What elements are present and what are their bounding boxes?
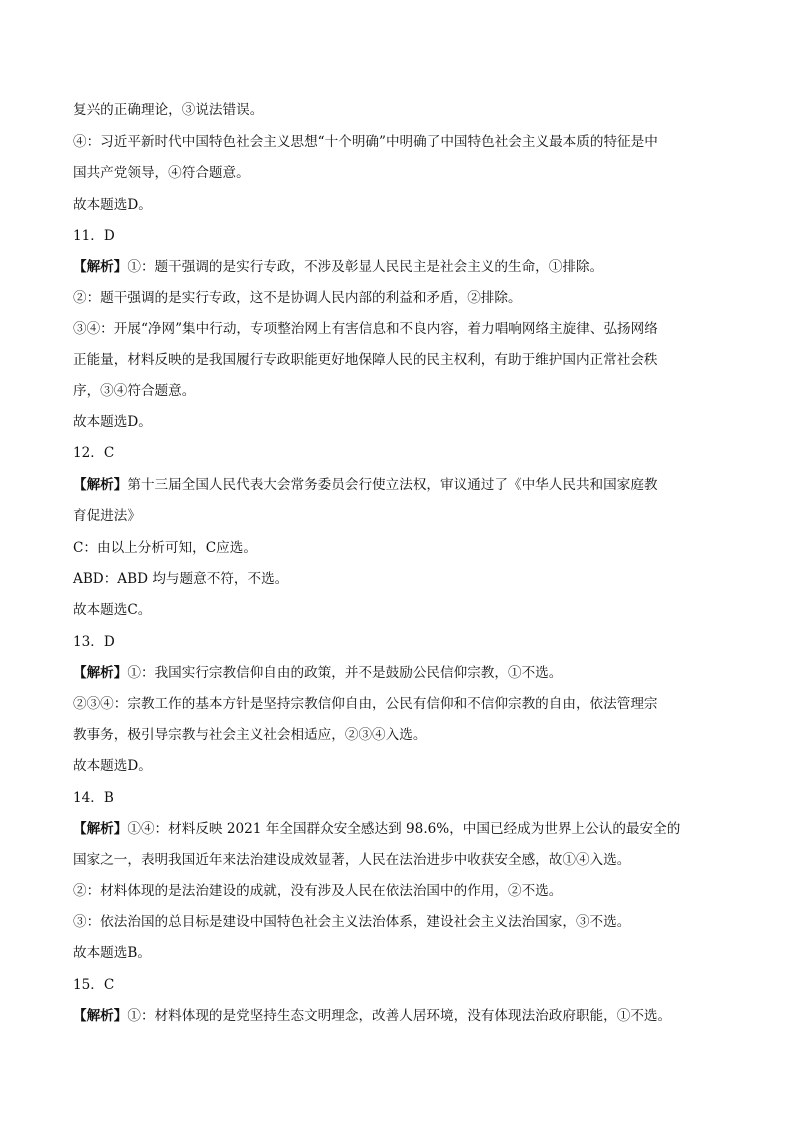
question-number: 11．D (73, 228, 115, 244)
analysis-label: 【解析】 (73, 477, 128, 493)
analysis-line (73, 257, 733, 277)
question-number: 15．C (73, 977, 115, 993)
text-line: C：由以上分析可知，C应选。 (73, 540, 257, 556)
text-line: ABD：ABD 均与题意不符，不选。 (73, 571, 289, 587)
analysis-text: ①：我国实行宗教信仰自由的政策，并不是鼓励公民信仰宗教，①不选。 (127, 665, 563, 681)
analysis-line (73, 663, 733, 683)
text-line: ②：题干强调的是实行专政，这不是协调人民内部的利益和矛盾，②排除。 (73, 290, 522, 306)
text-line: 国共产党领导，④符合题意。 (73, 165, 250, 181)
analysis-line (73, 1006, 733, 1026)
text-line: ②③④：宗教工作的基本方针是坚持宗教信仰自由，公民有信仰和不信仰宗教的自由，依法管理宗 (73, 696, 658, 712)
text-line: 故本题选D。 (73, 758, 152, 774)
text-line: 故本题选D。 (73, 414, 152, 430)
analysis-text: 第十三届全国人民代表大会常务委员会行使立法权，审议通过了《中华人民共和国家庭教 (127, 477, 658, 493)
question-number: 12．C (73, 445, 115, 461)
analysis-text: ①：题干强调的是实行专政，不涉及彰显人民民主是社会主义的生命，①排除。 (127, 259, 604, 275)
analysis-line (73, 819, 733, 839)
text-line: 育促进法》 (73, 508, 141, 524)
analysis-label: 【解析】 (73, 821, 128, 837)
text-line: 正能量，材料反映的是我国履行专政职能更好地保障人民的民主权利，有助于维护国内正常社会秩 (73, 352, 658, 368)
text-line: 故本题选B。 (73, 945, 151, 961)
question-number: 14．B (73, 790, 114, 806)
text-line: ③④：开展“净网”集中行动，专项整治网上有害信息和不良内容，着力唱响网络主旋律、弘扬网络 (73, 321, 658, 337)
text-line: 故本题选C。 (73, 602, 152, 618)
text-line: ③：依法治国的总目标是建设中国特色社会主义法治体系，建设社会主义法治国家，③不选。 (73, 914, 631, 930)
analysis-label: 【解析】 (73, 1008, 128, 1024)
analysis-label: 【解析】 (73, 259, 128, 275)
text-line: 序，③④符合题意。 (73, 383, 196, 399)
text-line: ④：习近平新时代中国特色社会主义思想“十个明确”中明确了中国特色社会主义最本质的特征是中 (73, 134, 658, 150)
text-line: 复兴的正确理论，③说法错误。 (73, 102, 264, 118)
question-number: 13．D (73, 634, 115, 650)
text-line: 故本题选D。 (73, 197, 152, 213)
text-line: ②：材料体现的是法治建设的成就，没有涉及人民在依法治国中的作用，②不选。 (73, 883, 563, 899)
text-line: 教事务，极引导宗教与社会主义社会相适应，②③④入选。 (73, 727, 427, 743)
analysis-text: ①④：材料反映 2021 年全国群众安全感达到 98.6%，中国已经成为世界上公认的最安全的 (127, 821, 681, 837)
analysis-line (73, 475, 733, 495)
text-line: 国家之一，表明我国近年来法治建设成效显著，人民在法治进步中收获安全感，故①④入选。 (73, 852, 631, 868)
analysis-text: ①：材料体现的是党坚持生态文明理念，改善人居环境，没有体现法治政府职能，①不选。 (127, 1008, 672, 1024)
analysis-label: 【解析】 (73, 665, 128, 681)
